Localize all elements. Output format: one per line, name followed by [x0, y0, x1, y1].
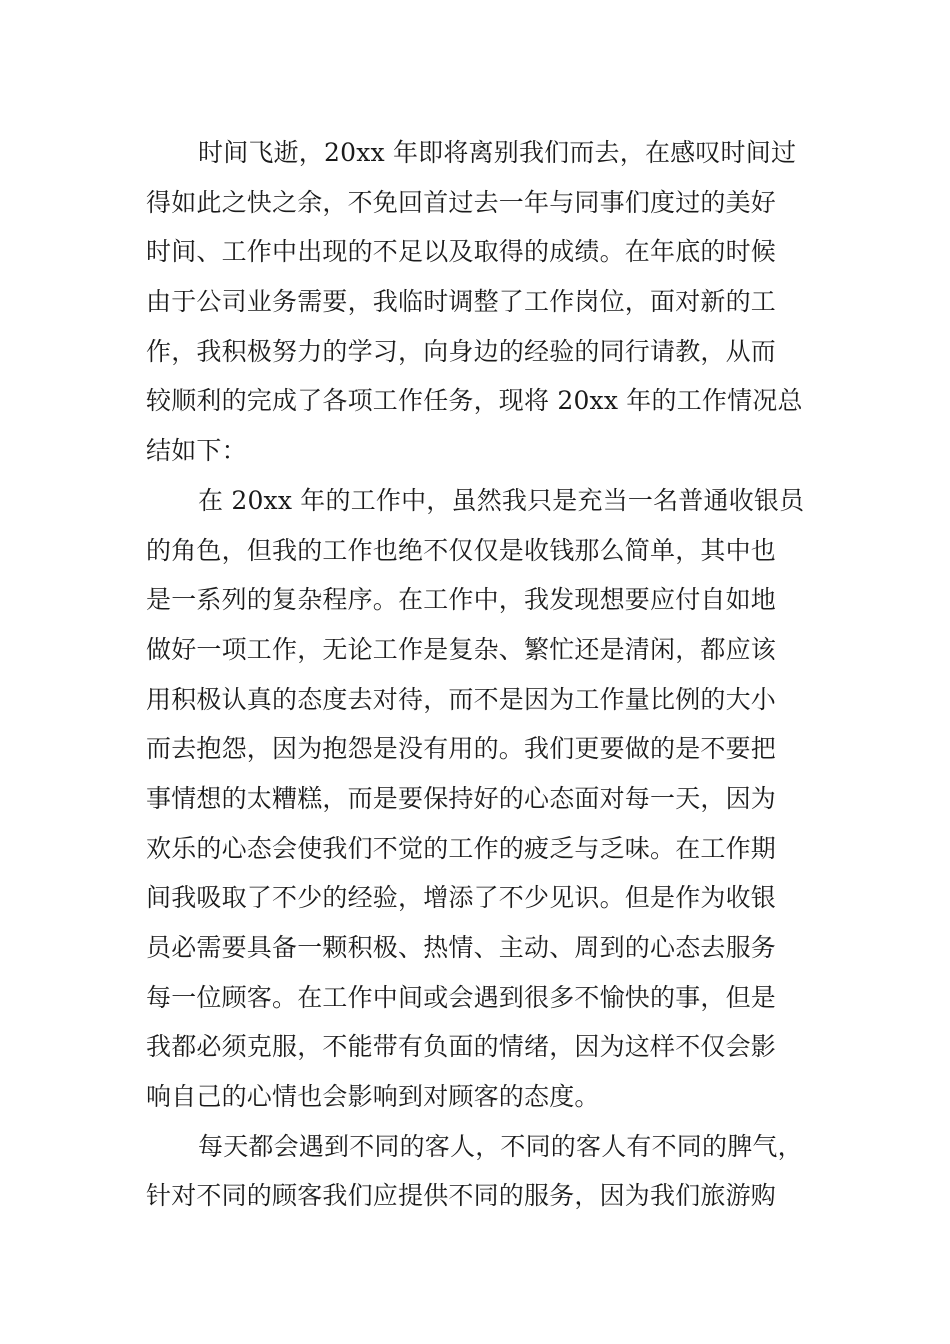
paragraph-2-line-2: 的角色，但我的工作也绝不仅仅是收钱那么简单，其中也	[146, 535, 777, 565]
paragraph-2-line-6: 而去抱怨，因为抱怨是没有用的。我们更要做的是不要把	[146, 734, 777, 764]
paragraph-2-line-4: 做好一项工作，无论工作是复杂、繁忙还是清闲，都应该	[146, 634, 777, 664]
paragraph-1-line-3: 时间、工作中出现的不足以及取得的成绩。在年底的时候	[146, 237, 777, 267]
paragraph-2-line-13: 响自己的心情也会影响到对顾客的态度。	[146, 1082, 600, 1112]
paragraph-2-line-7: 事情想的太糟糕，而是要保持好的心态面对每一天，因为	[146, 783, 777, 813]
paragraph-2-line-8: 欢乐的心态会使我们不觉的工作的疲乏与乏味。在工作期	[146, 833, 777, 863]
paragraph-2-line-10: 员必需要具备一颗积极、热情、主动、周到的心态去服务	[146, 933, 777, 962]
paragraph-1-line-6: 较顺利的完成了各项工作任务，现将 20xx 年的工作情况总	[146, 386, 803, 416]
paragraph-1-line-7: 结如下：	[146, 436, 247, 466]
paragraph-1-line-1: 时间飞逝，20xx 年即将离别我们而去，在感叹时间过	[198, 138, 797, 167]
paragraph-3-line-1: 每天都会遇到不同的客人，不同的客人有不同的脾气，	[198, 1131, 803, 1161]
paragraph-2-line-3: 是一系列的复杂程序。在工作中，我发现想要应付自如地	[146, 585, 777, 615]
paragraph-1-line-4: 由于公司业务需要，我临时调整了工作岗位，面对新的工	[146, 287, 777, 317]
paragraph-1-line-5: 作，我积极努力的学习，向身边的经验的同行请教，从而	[146, 336, 777, 366]
document-body	[146, 128, 806, 1221]
paragraph-2-line-11: 每一位顾客。在工作中间或会遇到很多不愉快的事，但是	[146, 982, 777, 1012]
paragraph-2-line-1: 在 20xx 年的工作中，虽然我只是充当一名普通收银员	[198, 485, 805, 515]
paragraph-2-line-9: 间我吸取了不少的经验，增添了不少见识。但是作为收银	[146, 883, 777, 913]
paragraph-1-line-2: 得如此之快之余，不免回首过去一年与同事们度过的美好	[146, 187, 777, 217]
paragraph-2-line-5: 用积极认真的态度去对待，而不是因为工作量比例的大小	[146, 684, 777, 714]
paragraph-3-line-2: 针对不同的顾客我们应提供不同的服务，因为我们旅游购	[146, 1181, 777, 1211]
paragraph-2-line-12: 我都必须克服，不能带有负面的情绪，因为这样不仅会影	[146, 1032, 777, 1062]
